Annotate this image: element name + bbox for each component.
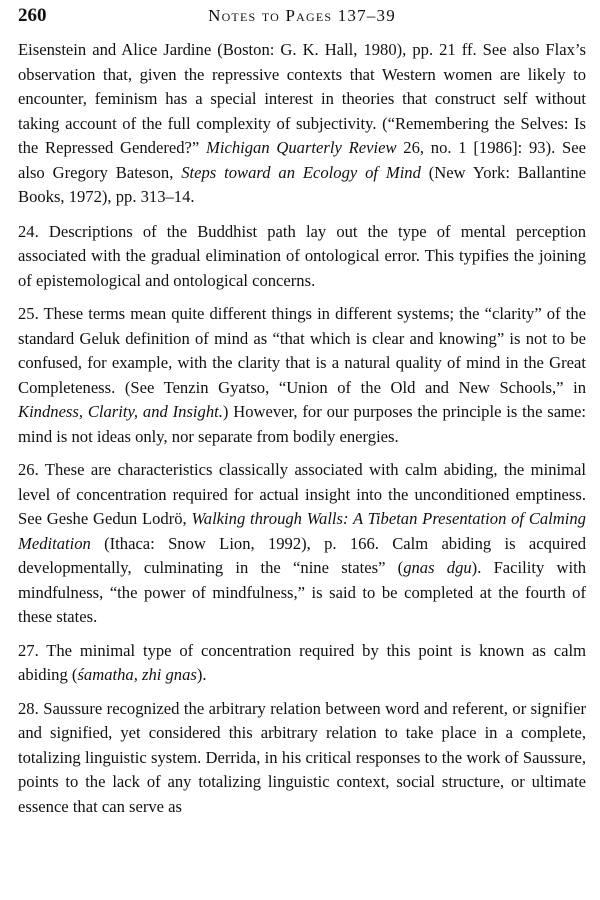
note-24 (18, 220, 586, 294)
note-text: 28. Saussure recognized the arbitrary relation between word and referent, or signifier and signified, yet considered this arbitrary relation to take place in a complete, totalizing linguistic system. Derrida, in his critical responses to the work of Saussure, points to the lack of any totalizing linguistic context, social structure, or ultimate essence that can serve as (18, 698, 586, 816)
note-italic-text: gnas dgu (403, 558, 472, 577)
note-26 (18, 458, 586, 630)
note-italic-text: Michigan Quarterly Review (206, 138, 397, 157)
note-text: 27. The minimal type of concentration required by this point is known as calm abiding ( (18, 640, 586, 684)
note-text: Eisenstein and Alice Jardine (Boston: G. K. Hall, 1980), pp. 21 ff. See also Flax’s observation that, given the repressive contexts that Western women are likely to encounter, feminism has a special interest in theories that construct self without taking account of the full complexity of subjectivity. (“Remembering the Selves: Is the Repressed Gendered?” (18, 40, 586, 157)
note-continued (18, 38, 586, 210)
note-27 (18, 639, 586, 688)
note-28 (18, 697, 586, 820)
note-text: 26, no. 1 [1986]: 93). See also Gregory Bateson, (18, 138, 586, 182)
note-italic-text: Steps toward an Ecology of Mind (181, 162, 421, 182)
book-page (18, 4, 586, 828)
note-text: 24. Descriptions of the Buddhist path lay out the type of mental perception associated with the gradual elimination of ontological error. This typifies the joining of epistemological and ontological concerns. (18, 221, 586, 290)
note-25 (18, 302, 586, 449)
note-italic-text: Walking through Walls: A Tibetan Presentation of Calming Meditation (18, 509, 586, 553)
note-text: (New York: Ballantine Books, 1972), pp. 313–14. (18, 162, 586, 206)
note-text: ). (196, 665, 207, 684)
note-text: 26. These are characteristics classically associated with calm abiding, the minimal level of concentration required for actual insight into the unconditioned emptiness. See Geshe Gedun Lodrö, (18, 460, 586, 528)
note-text: ) However, for our purposes the principle is the same: mind is not ideas only, nor separate from bodily energies. (18, 402, 586, 446)
note-italic-text: śamatha, zhi gnas (77, 665, 197, 684)
note-italic-text: Kindness, Clarity, and Insight. (18, 402, 223, 421)
page-number: 260 (18, 5, 47, 26)
running-head-title: Notes to Pages 137–39 (208, 6, 396, 25)
note-text: 25. These terms mean quite different things in different systems; the “clarity” of the standard Geluk definition of mind as “that which is clear and knowing” is not to be confused, for example, with the clarity that is a natural quality of mind in the Great Completeness. (See Tenzin Gyatso, “Union of the Old and New Schools,” in (18, 304, 586, 397)
note-text: ). Facility with mindfulness, “the power of mindfulness,” is said to be completed at the fourth of these states. (18, 558, 587, 626)
notes-body (18, 38, 586, 819)
running-head (18, 4, 586, 34)
note-text: (Ithaca: Snow Lion, 1992), p. 166. Calm abiding is acquired developmentally, culminating in the “nine states” ( (18, 533, 586, 577)
